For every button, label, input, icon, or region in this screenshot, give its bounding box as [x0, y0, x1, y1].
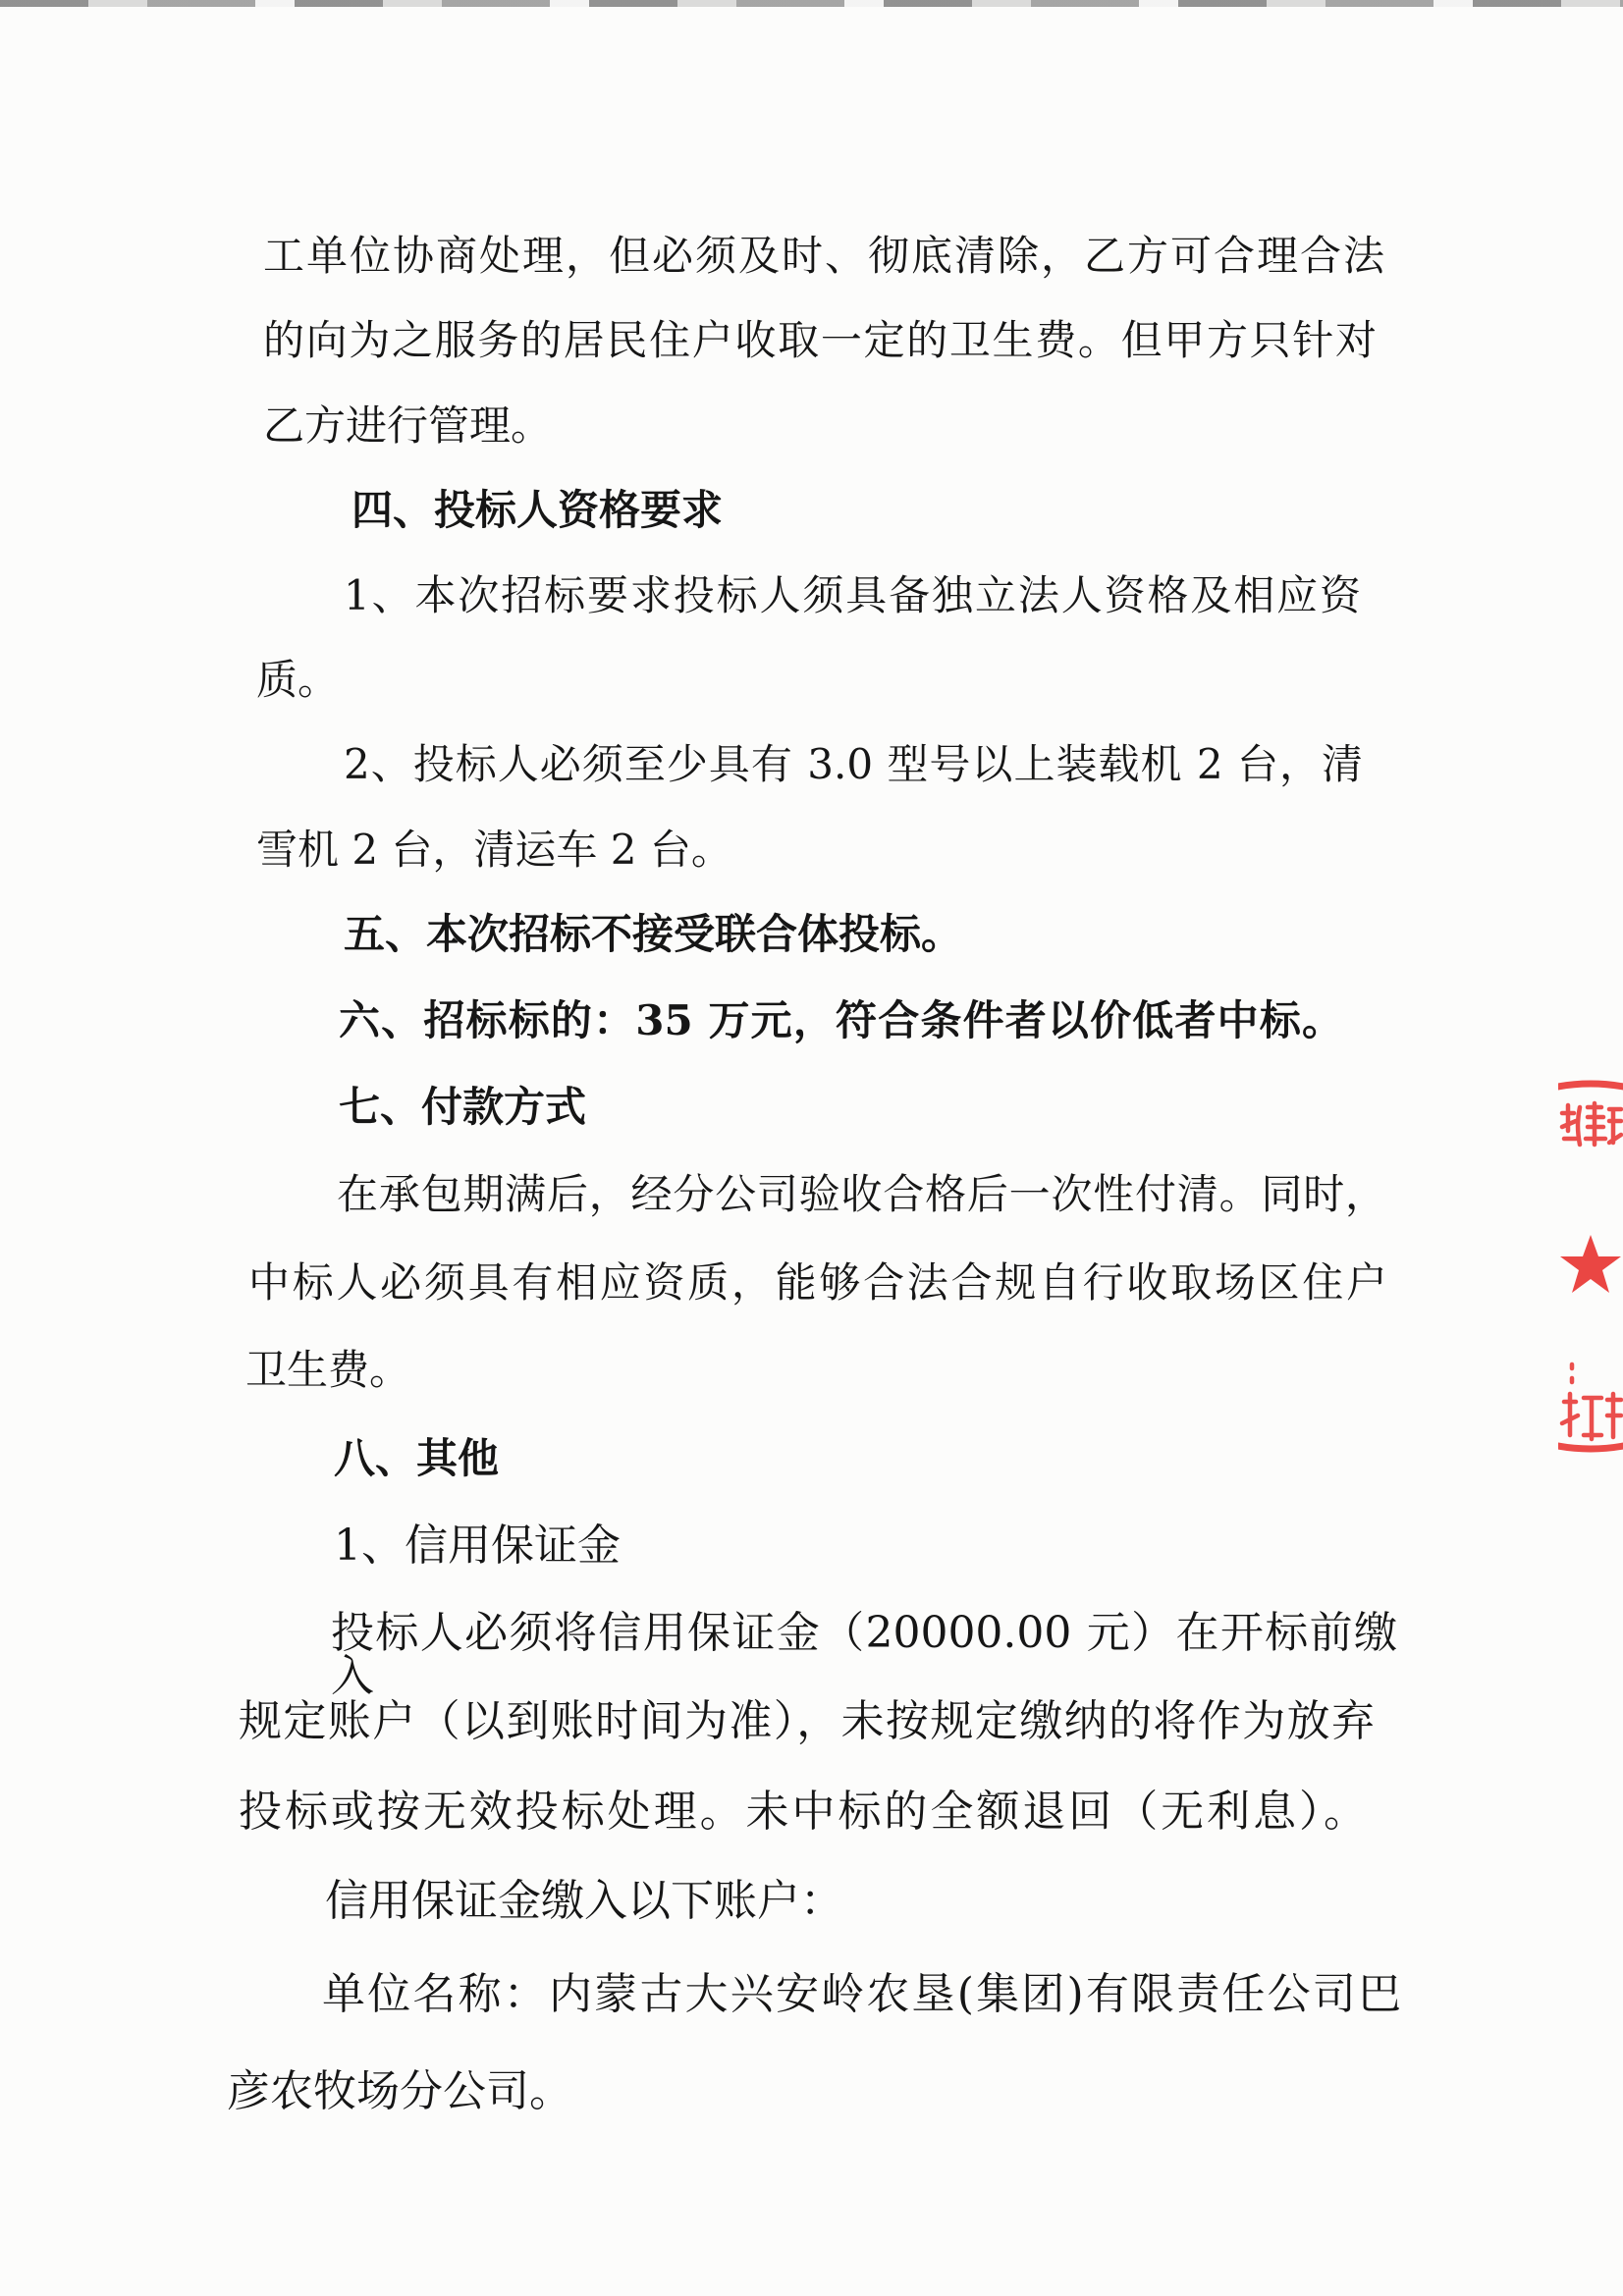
body-text-line: 中标人必须具有相应资质，能够合法合规自行收取场区住户	[248, 1258, 1387, 1307]
body-text-line: 乙方进行管理。	[263, 401, 553, 450]
section-heading-qualification: 四、投标人资格要求	[352, 486, 724, 534]
body-text-line: 投标或按无效投标处理。未中标的全额退回（无利息）。	[239, 1787, 1367, 1837]
body-text-line: 2、投标人必须至少具有 3.0 型号以上装载机 2 台，清	[344, 740, 1363, 788]
body-text-line: 工单位协商处理，但必须及时、彻底清除，乙方可合理合法	[263, 232, 1384, 280]
body-text-line: 的向为之服务的居民住户收取一定的卫生费。但甲方只针对	[263, 316, 1377, 364]
body-text-line: 雪机 2 台，清运车 2 台。	[256, 826, 732, 874]
body-text-line: 卫生费。	[245, 1346, 411, 1394]
body-text-line: 质。	[256, 656, 340, 704]
body-text-line: 规定账户（以到账时间为准），未按规定缴纳的将作为放弃	[239, 1696, 1375, 1746]
scan-edge-artifact	[0, 0, 1623, 7]
section-heading-other: 八、其他	[334, 1434, 500, 1482]
body-text-line: 单位名称：内蒙古大兴安岭农垦(集团)有限责任公司巴	[322, 1969, 1401, 2019]
body-text-line: 投标人必须将信用保证金（20000.00 元）在开标前缴入	[331, 1608, 1397, 1701]
section-heading-no-consortium: 五、本次招标不接受联合体投标。	[344, 910, 963, 958]
body-text-line: 在承包期满后，经分公司验收合格后一次性付清。同时，	[337, 1170, 1386, 1218]
red-seal-stamp-edge	[1558, 1070, 1623, 1463]
body-text-line: 彦农牧场分公司。	[227, 2066, 572, 2116]
subsection-heading-deposit: 1、信用保证金	[334, 1521, 621, 1571]
section-heading-payment: 七、付款方式	[339, 1083, 587, 1131]
seal-star-icon	[1560, 1235, 1621, 1293]
body-text-line: 1、本次招标要求投标人须具备独立法人资格及相应资	[344, 571, 1361, 619]
section-heading-tender-amount: 六、招标标的：35 万元，符合条件者以价低者中标。	[339, 996, 1343, 1044]
body-text-line: 信用保证金缴入以下账户：	[325, 1876, 843, 1926]
